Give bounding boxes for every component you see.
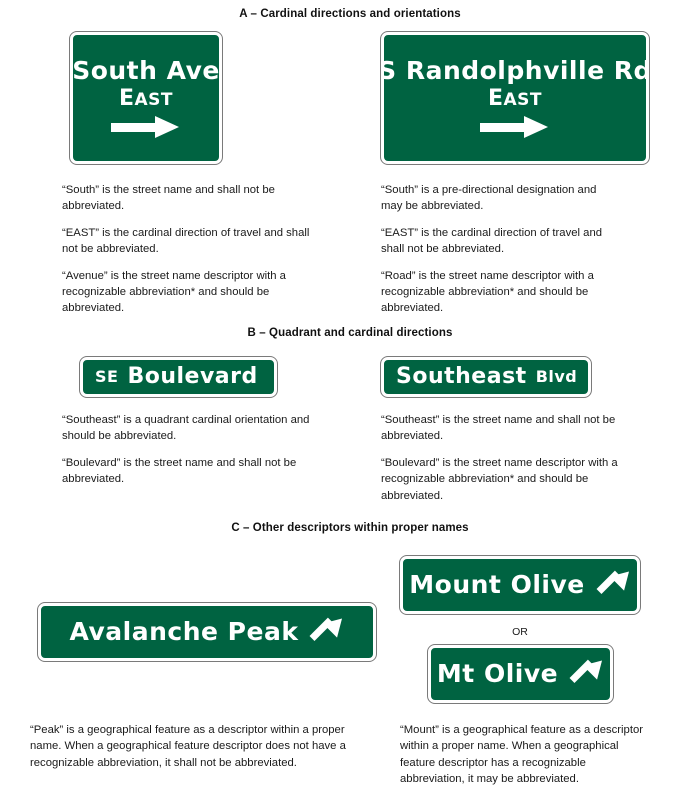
sign-cardinal-direction xyxy=(488,87,542,110)
sign-street-name: South Ave xyxy=(72,55,220,85)
sign-panel xyxy=(70,32,222,164)
sign-panel xyxy=(80,357,277,397)
arrow-diagonal-up-right-icon xyxy=(310,615,344,649)
sign-street-name: Mt Olive xyxy=(436,658,559,688)
sign-southeast-blvd xyxy=(381,357,591,397)
sign-se-boulevard xyxy=(80,357,277,397)
cardinal-initial: E xyxy=(487,86,504,112)
cardinal-rest: AST xyxy=(503,90,543,111)
caption-c-left xyxy=(30,722,360,781)
caption-text: “South” is the street name and shall not be abbreviated. xyxy=(62,184,275,213)
caption-text: “Southeast” is the street name and shall not be abbreviated. xyxy=(381,414,616,443)
section-title-a: A – Cardinal directions and orientations xyxy=(239,8,461,20)
sign-south-ave xyxy=(70,32,222,164)
caption-a-right xyxy=(381,182,606,327)
arrow-diagonal-up-right-icon xyxy=(570,657,604,691)
caption-b-left xyxy=(62,412,312,498)
caption-text: “Southeast” is a quadrant cardinal orientation and should be abbreviated. xyxy=(62,414,310,443)
section-title-b: B – Quadrant and cardinal directions xyxy=(247,327,453,339)
sign-avalanche-peak xyxy=(38,603,376,661)
caption-a-left xyxy=(62,182,310,327)
caption-c-right xyxy=(400,722,650,798)
caption-text: “Boulevard” is the street name and shall not be abbreviated. xyxy=(62,456,297,486)
caption-text: “EAST” is the cardinal direction of travel and shall not be abbreviated. xyxy=(381,226,603,256)
section-title-c: C – Other descriptors within proper names xyxy=(231,522,469,534)
sign-street-name: Avalanche Peak xyxy=(69,616,299,646)
sign-panel xyxy=(378,32,652,164)
cardinal-initial: E xyxy=(118,86,135,112)
sign-street-descriptor: Blvd xyxy=(535,366,578,386)
arrow-right-icon xyxy=(111,116,181,138)
sign-panel xyxy=(428,645,613,703)
sign-panel xyxy=(38,603,376,661)
sign-street-name: Mount Olive xyxy=(409,569,585,599)
cardinal-rest: AST xyxy=(134,90,174,111)
caption-text: “Mount” is a geographical feature as a descriptor within a proper name. When a geographical feature descriptor has a recognizable abbreviation, it may be abbreviated. xyxy=(400,724,644,786)
sign-street-name: Boulevard xyxy=(127,364,258,390)
sign-panel xyxy=(381,357,591,397)
caption-text: “Avenue” is the street name descriptor with a recognizable abbreviation* and should be abbreviated. xyxy=(62,269,286,315)
or-label: OR xyxy=(512,626,528,638)
sign-panel xyxy=(400,556,640,614)
sign-street-name: S Randolphville Rd xyxy=(378,55,652,85)
caption-text: “Boulevard” is the street name descriptor with a recognizable abbreviation* and should be abbreviated. xyxy=(381,456,618,502)
caption-text: “EAST” is the cardinal direction of travel and shall not be abbreviated. xyxy=(62,226,310,256)
arrow-right-icon xyxy=(480,116,550,138)
caption-text: “South” is a pre-directional designation and may be abbreviated. xyxy=(381,184,597,213)
sign-quadrant-prefix: SE xyxy=(95,366,119,386)
caption-text: “Road” is the street name descriptor with a recognizable abbreviation* and should be abbreviated. xyxy=(381,269,594,315)
caption-b-right xyxy=(381,412,627,514)
sign-s-randolphville-rd xyxy=(378,32,652,164)
sign-mt-olive xyxy=(428,645,613,703)
sign-cardinal-direction xyxy=(119,87,173,110)
caption-text: “Peak” is a geographical feature as a descriptor within a proper name. When a geographical feature descriptor does not have a recognizable abbreviation, it shall not be abbreviated. xyxy=(30,724,346,769)
arrow-diagonal-up-right-icon xyxy=(597,568,631,602)
sign-street-name: Southeast xyxy=(396,364,527,390)
sign-mount-olive xyxy=(400,556,640,614)
